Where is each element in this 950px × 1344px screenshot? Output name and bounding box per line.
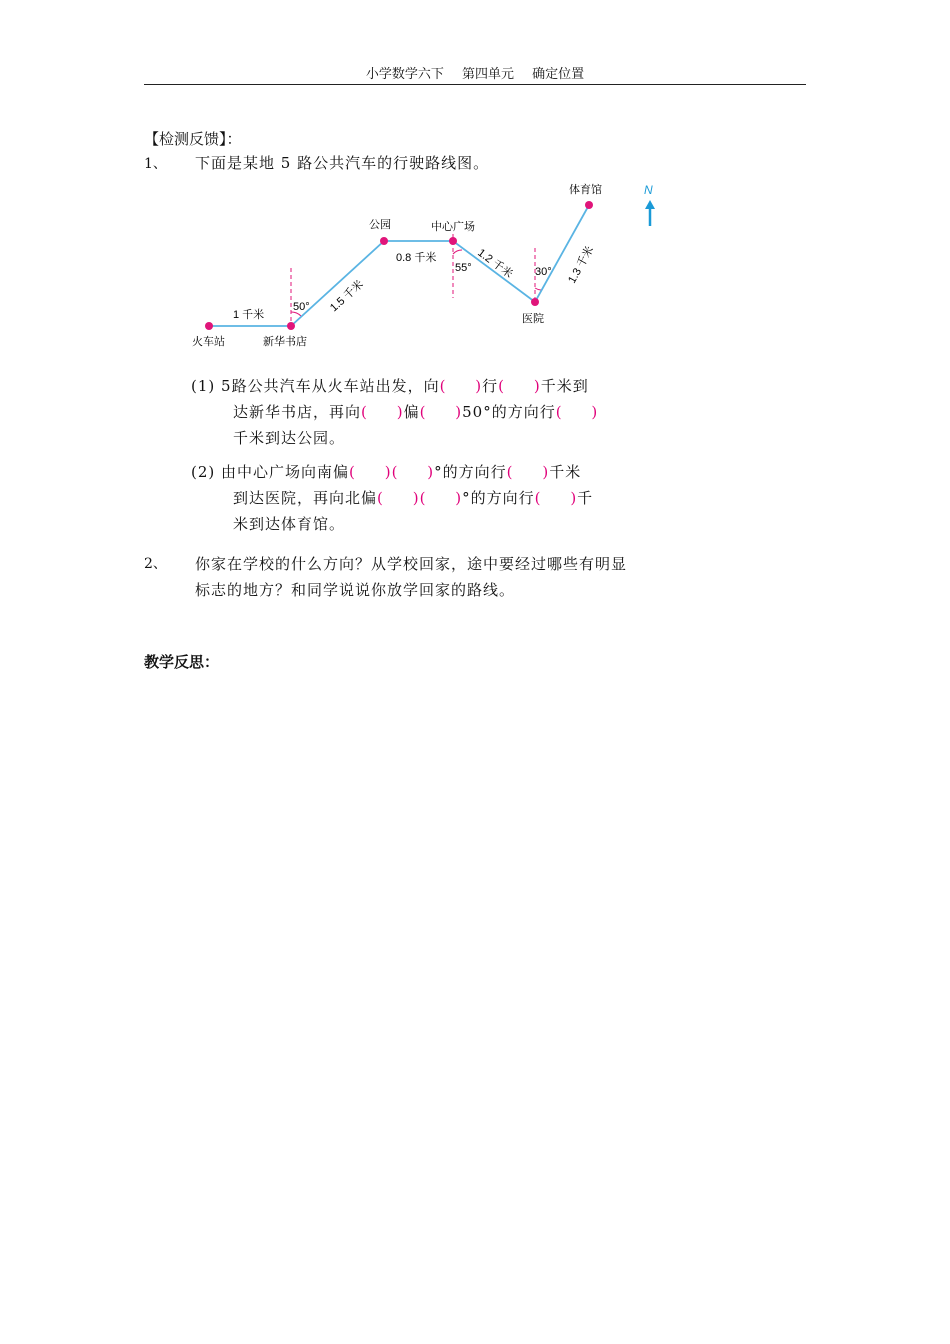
distance-label-4: 1.2 千米 — [475, 246, 515, 281]
q1-sub1-line3: 千米到达公园。 — [233, 429, 346, 447]
north-arrow-icon — [645, 200, 655, 226]
blank-paren: ( ) — [349, 463, 392, 481]
station-label-stadium: 体育馆 — [569, 183, 602, 196]
q1-number: 1、 — [144, 156, 167, 172]
header-unit: 第四单元 — [461, 67, 514, 82]
q1-sub2-num: (2) — [191, 463, 216, 481]
angle-label-30: 30° — [535, 266, 552, 278]
q1-sub1-num: (1) — [191, 377, 216, 395]
station-dot-bookstore — [287, 322, 295, 330]
route-map-figure — [185, 176, 665, 356]
teaching-reflection-heading: 教学反思： — [144, 653, 220, 671]
blank-paren: ( ) — [361, 403, 404, 421]
blank-paren: ( ) — [377, 489, 420, 507]
blank-paren: ( ) — [419, 489, 463, 507]
q1-sub1-line1: (1) 5路公共汽车从火车站出发，向( )行( )千米到 — [191, 377, 589, 395]
q2-number: 2、 — [144, 556, 167, 572]
q2-line1: 你家在学校的什么方向？从学校回家，途中要经过哪些有明显 — [195, 555, 628, 573]
angle-label-50: 50° — [293, 301, 310, 313]
north-label: N — [644, 183, 653, 197]
blank-paren: ( ) — [391, 463, 435, 481]
section-title: 【检测反馈】： — [144, 130, 242, 148]
blank-paren: ( ) — [498, 377, 541, 395]
q1-sub1-line2: 达新华书店，再向( )偏( )50°的方向行( ) — [233, 403, 599, 421]
station-dot-train — [205, 322, 213, 330]
q1-text: 下面是某地 5 路公共汽车的行驶路线图。 — [195, 154, 490, 172]
q1-sub2-line3: 米到达体育馆。 — [233, 515, 346, 533]
angle-label-55: 55° — [455, 262, 472, 274]
station-label-hospital: 医院 — [522, 312, 544, 325]
bus-route-line — [209, 205, 589, 326]
station-label-train: 火车站 — [192, 335, 225, 348]
blank-paren: ( ) — [439, 377, 483, 395]
q1-sub2-line2: 到达医院，再向北偏( )( )°的方向行( )千 — [233, 489, 594, 507]
station-dot-park — [380, 237, 388, 245]
q1-sub2-line1: (2) 由中心广场向南偏( )( )°的方向行( )千米 — [191, 463, 582, 481]
station-label-park: 公园 — [369, 218, 391, 231]
station-dot-hospital — [531, 298, 539, 306]
blank-paren: ( ) — [419, 403, 463, 421]
route-map-svg — [185, 176, 665, 356]
station-label-bookstore: 新华书店 — [263, 335, 307, 348]
header-topic: 确定位置 — [532, 67, 585, 82]
q1-sub2 — [191, 459, 593, 537]
q1-sub1 — [191, 373, 598, 451]
blank-paren: ( ) — [555, 403, 599, 421]
station-dot-plaza — [449, 237, 457, 245]
page-header — [144, 66, 806, 85]
distance-label-1: 1 千米 — [233, 309, 265, 321]
angle-arc-3 — [535, 288, 541, 290]
q2-line2: 标志的地方？和同学说说你放学回家的路线。 — [195, 581, 516, 599]
distance-label-2: 1.5 千米 — [327, 278, 367, 315]
angle-arc-2 — [453, 250, 462, 254]
station-dot-stadium — [585, 201, 593, 209]
distance-label-3: 0.8 千米 — [396, 252, 437, 264]
blank-paren: ( ) — [506, 463, 550, 481]
distance-label-5: 1.3 千米 — [566, 244, 597, 286]
blank-paren: ( ) — [534, 489, 578, 507]
header-course: 小学数学六下 — [365, 67, 444, 82]
station-label-plaza: 中心广场 — [431, 220, 475, 233]
